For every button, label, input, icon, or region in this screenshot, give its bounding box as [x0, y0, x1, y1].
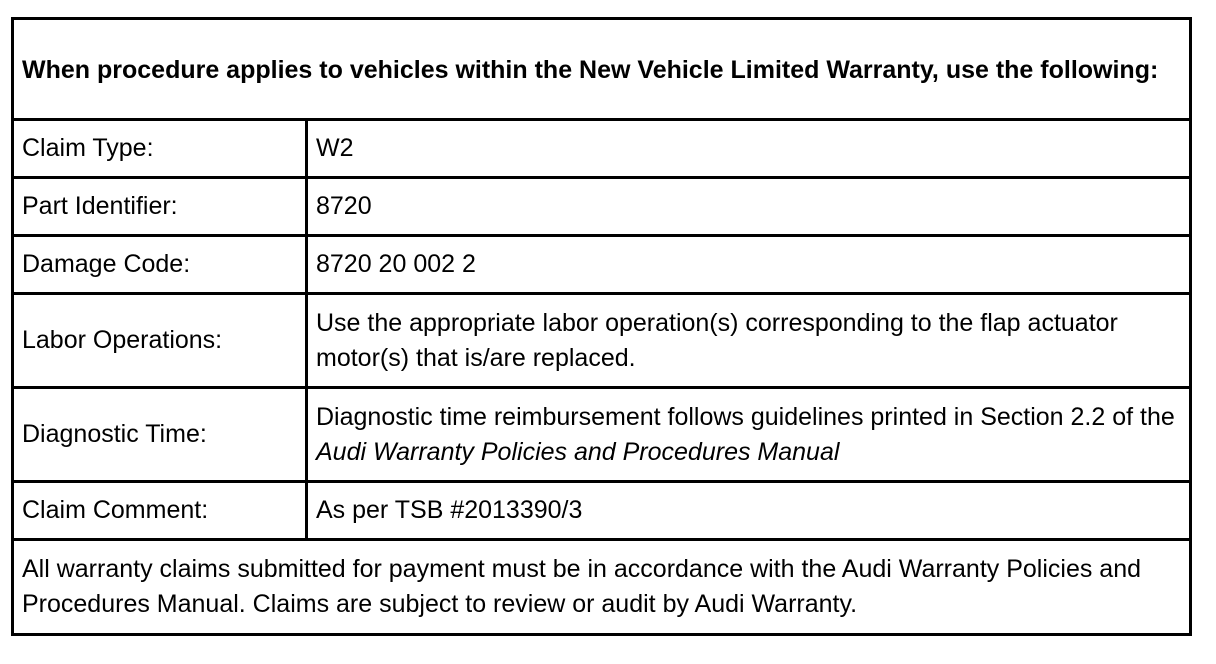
part-identifier-label: Part Identifier:: [13, 178, 307, 236]
table-footer-row: [13, 540, 1191, 635]
table-row: [13, 388, 1191, 482]
warranty-footer: All warranty claims submitted for payment must be in accordance with the Audi Warranty Policies and Procedures Manual. Claims are subject to review or audit by Audi Warranty.: [13, 540, 1191, 635]
claim-type-label: Claim Type:: [13, 120, 307, 178]
damage-code-value: 8720 20 002 2: [307, 236, 1191, 294]
claim-comment-value: As per TSB #2013390/3: [307, 482, 1191, 540]
damage-code-label: Damage Code:: [13, 236, 307, 294]
claim-type-value: W2: [307, 120, 1191, 178]
table-row: [13, 178, 1191, 236]
manual-title: Audi Warranty Policies and Procedures Manual: [316, 437, 840, 466]
diagnostic-time-value: [307, 388, 1191, 482]
labor-operations-label: Labor Operations:: [13, 294, 307, 388]
warranty-table: [11, 17, 1192, 636]
claim-comment-label: Claim Comment:: [13, 482, 307, 540]
part-identifier-value: 8720: [307, 178, 1191, 236]
diagnostic-time-label: Diagnostic Time:: [13, 388, 307, 482]
table-row: [13, 482, 1191, 540]
table-row: [13, 120, 1191, 178]
table-row: [13, 236, 1191, 294]
table-row: [13, 294, 1191, 388]
diagnostic-time-text: Diagnostic time reimbursement follows guidelines printed in Section 2.2 of the: [316, 402, 1175, 431]
warranty-header: When procedure applies to vehicles within the New Vehicle Limited Warranty, use the following:: [13, 19, 1191, 120]
table-header-row: [13, 19, 1191, 120]
labor-operations-value: Use the appropriate labor operation(s) corresponding to the flap actuator motor(s) that is/are replaced.: [307, 294, 1191, 388]
